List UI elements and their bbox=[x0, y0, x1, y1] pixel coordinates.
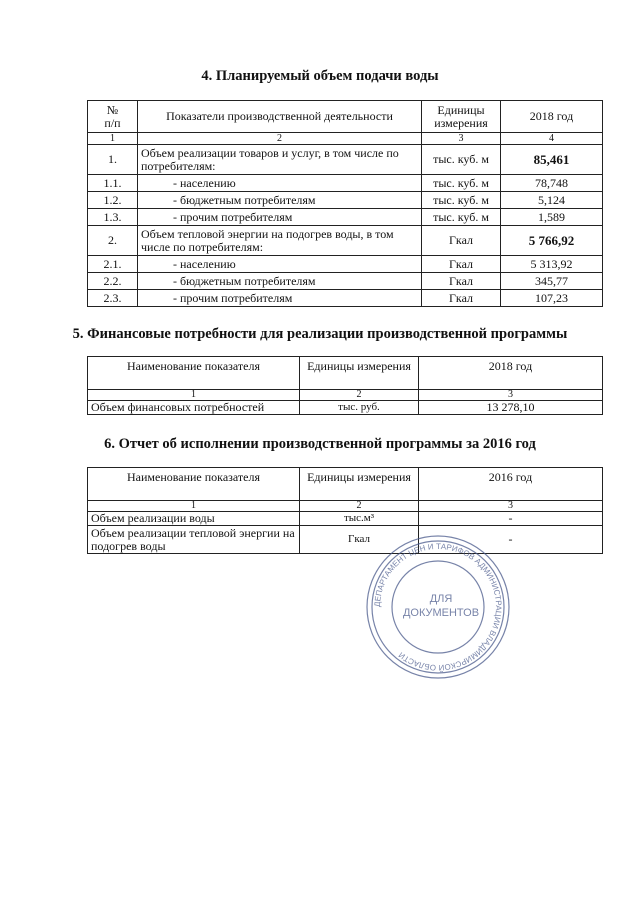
row-number: 1.1. bbox=[88, 175, 138, 192]
header-year: 2018 год bbox=[419, 357, 603, 390]
col-number: 3 bbox=[419, 501, 603, 512]
stamp-center-line1: ДЛЯ bbox=[429, 593, 453, 605]
col-number: 1 bbox=[88, 501, 300, 512]
row-indicator: Объем реализации товаров и услуг, в том числе по потребителям: bbox=[138, 145, 422, 175]
col-number: 3 bbox=[422, 133, 501, 145]
col-number: 1 bbox=[88, 390, 300, 401]
row-number: 1. bbox=[88, 145, 138, 175]
row-unit: Гкал bbox=[300, 526, 419, 554]
table-row bbox=[88, 226, 603, 256]
col-number: 2 bbox=[138, 133, 422, 145]
row-unit: тыс. куб. м bbox=[422, 175, 501, 192]
section4-colnum-row bbox=[88, 133, 603, 145]
row-indicator: - прочим потребителям bbox=[138, 209, 422, 226]
col-number: 2 bbox=[300, 501, 419, 512]
row-number: 1.3. bbox=[88, 209, 138, 226]
section5-table bbox=[87, 356, 603, 415]
table-row bbox=[88, 401, 603, 415]
row-unit: тыс. куб. м bbox=[422, 209, 501, 226]
row-indicator: - прочим потребителям bbox=[138, 290, 422, 307]
row-value: 5 313,92 bbox=[501, 256, 603, 273]
row-value: - bbox=[419, 526, 603, 554]
header-unit: Единицы измерения bbox=[422, 101, 501, 133]
row-indicator: - населению bbox=[138, 175, 422, 192]
section5-colnum-row bbox=[88, 390, 603, 401]
row-unit: тыс. куб. м bbox=[422, 145, 501, 175]
table-row bbox=[88, 290, 603, 307]
row-indicator: - бюджетным потребителям bbox=[138, 192, 422, 209]
row-value: 5,124 bbox=[501, 192, 603, 209]
row-number: 1.2. bbox=[88, 192, 138, 209]
row-unit: тыс. руб. bbox=[300, 401, 419, 415]
table-row bbox=[88, 209, 603, 226]
row-unit: Гкал bbox=[422, 290, 501, 307]
row-unit: Гкал bbox=[422, 273, 501, 290]
table-row bbox=[88, 512, 603, 526]
section6-colnum-row bbox=[88, 501, 603, 512]
row-indicator: Объем реализации воды bbox=[88, 512, 300, 526]
section5-header-row bbox=[88, 357, 603, 390]
row-value: 1,589 bbox=[501, 209, 603, 226]
section5-title: 5. Финансовые потребности для реализации производственной программы bbox=[72, 326, 568, 342]
section4-table bbox=[87, 100, 603, 307]
header-num: № п/п bbox=[88, 101, 138, 133]
table-row bbox=[88, 192, 603, 209]
table-row bbox=[88, 256, 603, 273]
official-stamp bbox=[363, 532, 513, 682]
row-unit: Гкал bbox=[422, 226, 501, 256]
row-unit: Гкал bbox=[422, 256, 501, 273]
section6-table bbox=[87, 467, 603, 554]
row-value: 85,461 bbox=[501, 145, 603, 175]
header-indicator: Показатели производственной деятельности bbox=[138, 101, 422, 133]
header-year: 2016 год bbox=[419, 468, 603, 501]
section6-header-row bbox=[88, 468, 603, 501]
row-indicator: - населению bbox=[138, 256, 422, 273]
row-number: 2.1. bbox=[88, 256, 138, 273]
row-number: 2.3. bbox=[88, 290, 138, 307]
header-unit: Единицы измерения bbox=[300, 357, 419, 390]
table-row bbox=[88, 273, 603, 290]
table-row bbox=[88, 145, 603, 175]
row-value: 345,77 bbox=[501, 273, 603, 290]
header-indicator: Наименование показателя bbox=[88, 468, 300, 501]
row-value: 78,748 bbox=[501, 175, 603, 192]
section6-title: 6. Отчет об исполнении производственной программы за 2016 год bbox=[104, 436, 536, 452]
table-row bbox=[88, 175, 603, 192]
row-unit: тыс.м³ bbox=[300, 512, 419, 526]
header-unit: Единицы измерения bbox=[300, 468, 419, 501]
row-value: 5 766,92 bbox=[501, 226, 603, 256]
row-value: - bbox=[419, 512, 603, 526]
col-number: 3 bbox=[419, 390, 603, 401]
col-number: 4 bbox=[501, 133, 603, 145]
stamp-center-line2: ДОКУМЕНТОВ bbox=[402, 607, 480, 619]
row-indicator: - бюджетным потребителям bbox=[138, 273, 422, 290]
row-indicator: Объем реализации тепловой энергии на подогрев воды bbox=[88, 526, 300, 554]
row-number: 2.2. bbox=[88, 273, 138, 290]
col-number: 1 bbox=[88, 133, 138, 145]
row-indicator: Объем финансовых потребностей bbox=[88, 401, 300, 415]
row-number: 2. bbox=[88, 226, 138, 256]
table-row bbox=[88, 526, 603, 554]
header-year: 2018 год bbox=[501, 101, 603, 133]
stamp-ring-textpath: ДЕПАРТАМЕНТ ЦЕН И ТАРИФОВ АДМИНИСТРАЦИИ ВЛАДИМИРСКОЙ ОБЛАСТИ bbox=[372, 541, 504, 673]
row-value: 13 278,10 bbox=[419, 401, 603, 415]
section4-title: 4. Планируемый объем подачи воды bbox=[201, 68, 439, 84]
header-indicator: Наименование показателя bbox=[88, 357, 300, 390]
row-indicator: Объем тепловой энергии на подогрев воды, в том числе по потребителям: bbox=[138, 226, 422, 256]
row-unit: тыс. куб. м bbox=[422, 192, 501, 209]
col-number: 2 bbox=[300, 390, 419, 401]
row-value: 107,23 bbox=[501, 290, 603, 307]
section4-header-row bbox=[88, 101, 603, 133]
